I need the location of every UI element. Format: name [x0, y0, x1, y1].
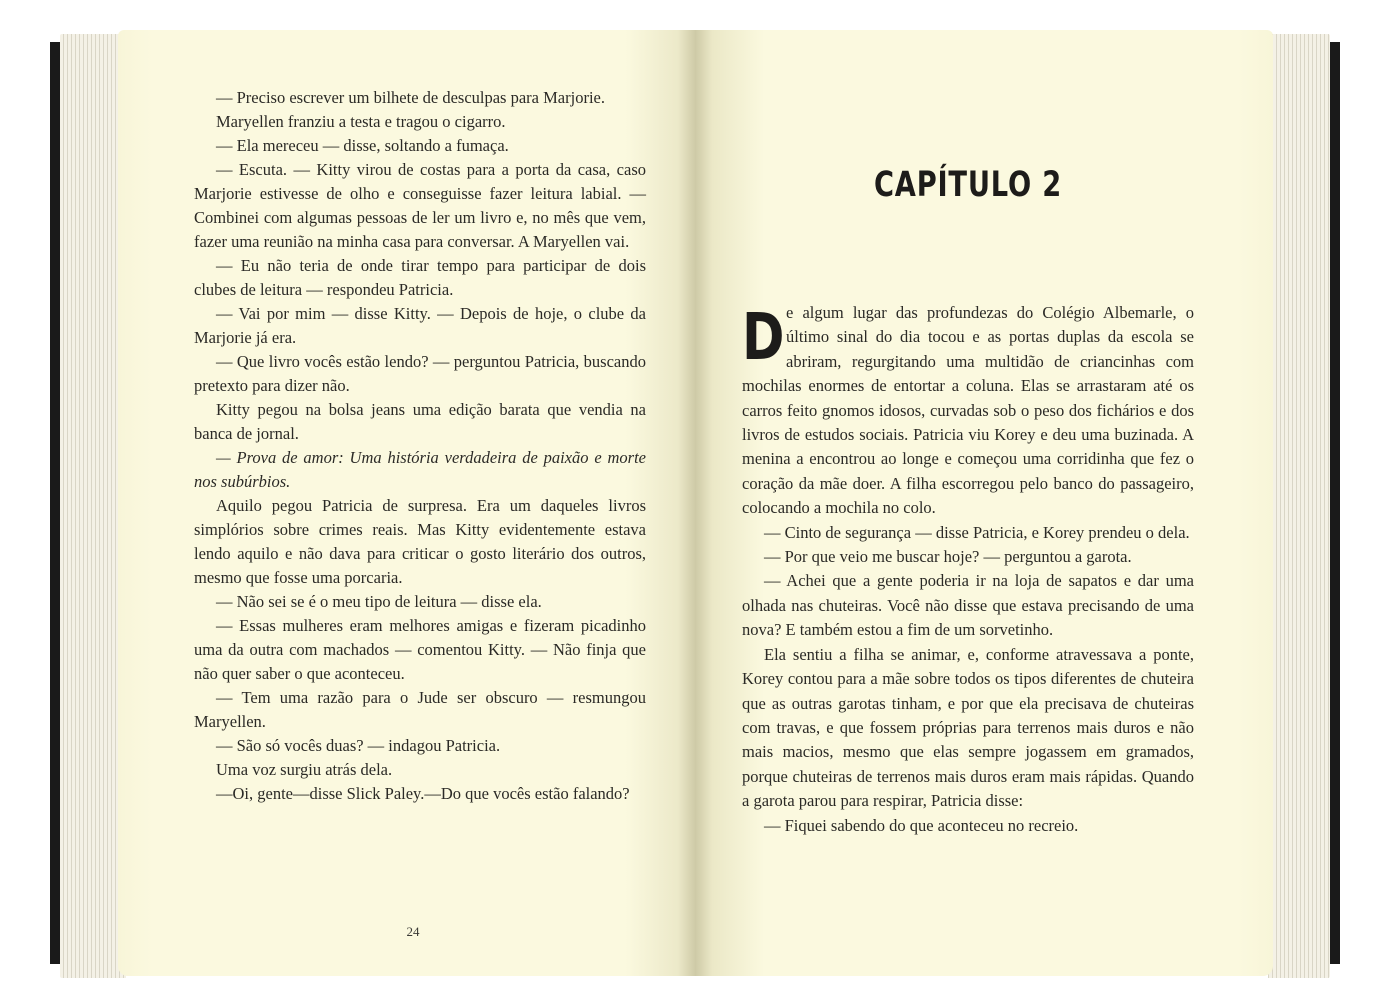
paragraph: — Não sei se é o meu tipo de leitura — disse ela. — [216, 592, 542, 611]
drop-cap: D — [742, 301, 785, 375]
opening-text: e algum lugar das profundezas do Colégio Albemarle, o último sinal do dia tocou e as portas duplas da escola se abriram, regurgitando uma multidão de criancinhas com mochilas enormes de entortar a coluna. Elas se arrastaram até os carros feito gnomos idosos, curvadas sob o peso dos fichários e dos livros de estudos sociais. Patricia viu Korey e deu uma buzinada. A menina a encontrou ao longe e começou uma corridinha que fez o coração da mãe doer. A filha escorregou pelo banco do passageiro, colocando a mochila no colo. — [742, 303, 1194, 518]
paragraph: — Fiquei sabendo do que aconteceu no recreio. — [764, 815, 1079, 835]
book-cover-left — [50, 42, 60, 964]
paragraph: — Achei que a gente poderia ir na loja de sapatos e dar uma olhada nas chuteiras. Você não disse que estava precisando de uma nova? E também estou a fim de um sorvetinho. — [742, 571, 1194, 640]
paragraph: Aquilo pegou Patricia de surpresa. Era um daqueles livros simplórios sobre crimes reais. Mas Kitty evidentemente estava lendo aquilo e não dava para criticar o gosto literário dos outros, mesmo que fosse uma porcaria. — [194, 496, 646, 587]
paragraph-opening — [742, 301, 1194, 521]
page-edges-right — [1268, 34, 1330, 978]
paragraph: Ela sentiu a filha se animar, e, conforme atravessava a ponte, Korey contou para a mãe sobre todos os tipos diferentes de chuteira que as outras garotas tinham, e por que ela precisava de chuteiras com travas, e que fossem próprias para terrenos mais duros e não mais macios, mesmo que elas sempre jogassem em gramados, porque chuteiras de terrenos mais duros eram mais rápidas. Quando a garota parou para respirar, Patricia disse: — [742, 644, 1194, 811]
paragraph: — Essas mulheres eram melhores amigas e fizeram picadinho uma da outra com machados — comentou Kitty. — Não finja que não quer saber o que aconteceu. — [194, 616, 646, 683]
right-page-text — [742, 301, 1194, 838]
paragraph: Uma voz surgiu atrás dela. — [216, 760, 393, 779]
paragraph: —Oi, gente—disse Slick Paley.—Do que vocês estão falando? — [216, 784, 630, 803]
paragraph: — Que livro vocês estão lendo? — perguntou Patricia, buscando pretexto para dizer não. — [194, 352, 646, 395]
paragraph: — Preciso escrever um bilhete de desculpas para Marjorie. — [216, 88, 605, 107]
paragraph: — Escuta. — Kitty virou de costas para a porta da casa, caso Marjorie estivesse de olho e conseguisse fazer leitura labial. — Combinei com algumas pessoas de ler um livro e, no mês que vem, fazer uma reunião na minha casa para conversar. A Maryellen vai. — [194, 160, 646, 251]
paragraph: — Por que veio me buscar hoje? — perguntou a garota. — [764, 547, 1132, 567]
book-cover-right — [1330, 42, 1340, 964]
paragraph: — São só vocês duas? — indagou Patricia. — [216, 736, 501, 755]
paragraph: — Cinto de segurança — disse Patricia, e Korey prendeu o dela. — [764, 522, 1190, 542]
paragraph: Kitty pegou na bolsa jeans uma edição barata que vendia na banca de jornal. — [194, 400, 646, 443]
page-number: 24 — [406, 924, 420, 939]
page-edges-left — [60, 34, 126, 978]
paragraph: — Vai por mim — disse Kitty. — Depois de hoje, o clube da Marjorie já era. — [194, 304, 646, 347]
paragraph: — Tem uma razão para o Jude ser obscuro — resmungou Maryellen. — [194, 688, 646, 731]
left-page-text — [194, 86, 646, 806]
chapter-title: CAPÍTULO 2 — [873, 165, 1063, 205]
paragraph: — Eu não teria de onde tirar tempo para participar de dois clubes de leitura — respondeu Patricia. — [194, 256, 646, 299]
paragraph: Maryellen franziu a testa e tragou o cigarro. — [216, 112, 506, 131]
paragraph-book-title: — Prova de amor: Uma história verdadeira de paixão e morte nos subúrbios. — [194, 448, 646, 491]
paragraph: — Ela mereceu — disse, soltando a fumaça. — [216, 136, 509, 155]
